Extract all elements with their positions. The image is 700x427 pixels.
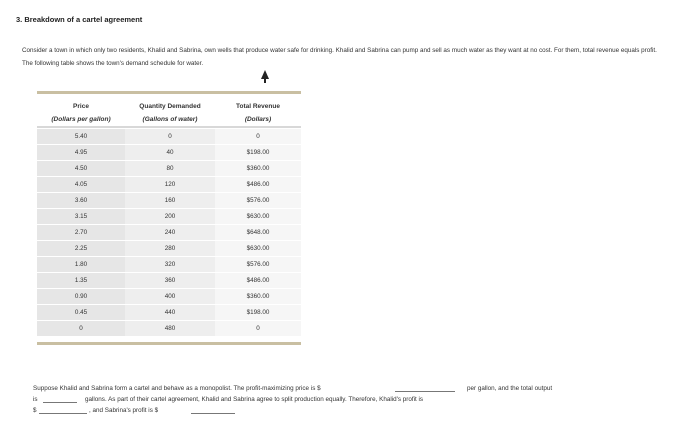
quantity-cell: 280 <box>125 241 215 257</box>
price-cell: 2.70 <box>37 225 125 241</box>
table-row <box>37 129 301 145</box>
quantity-cell: 0 <box>125 129 215 145</box>
price-header: Price <box>73 103 89 110</box>
table-row <box>37 161 301 177</box>
price-cell: 0.45 <box>37 305 125 321</box>
price-cell: 0.90 <box>37 289 125 305</box>
output-answer-blank[interactable] <box>43 394 77 403</box>
revenue-cell: $648.00 <box>215 225 301 241</box>
price-unit-header: (Dollars per gallon) <box>51 116 111 123</box>
quantity-cell: 480 <box>125 321 215 337</box>
quantity-cell: 160 <box>125 193 215 209</box>
question-text-dollar: $ <box>33 407 37 414</box>
table-row <box>37 273 301 289</box>
price-cell: 1.35 <box>37 273 125 289</box>
price-cell: 1.80 <box>37 257 125 273</box>
table-row <box>37 177 301 193</box>
intro-paragraph: Consider a town in which only two residents, Khalid and Sabrina, own wells that produce water safe for drinking. Khalid and Sabrina can pump and sell as much water as they want at no cost. For them, total revenue equals profit. The following table shows the town's demand schedule for water. <box>22 47 657 67</box>
table-row <box>37 209 301 225</box>
quantity-cell: 360 <box>125 273 215 289</box>
price-cell: 0 <box>37 321 125 337</box>
revenue-cell: 0 <box>215 129 301 145</box>
table-top-rule <box>37 91 301 94</box>
price-cell: 2.25 <box>37 241 125 257</box>
table-bottom-rule <box>37 342 301 345</box>
khalid-profit-blank[interactable] <box>39 405 87 414</box>
quantity-cell: 440 <box>125 305 215 321</box>
question-text-sabrina: , and Sabrina's profit is $ <box>89 407 159 414</box>
table-row <box>37 305 301 321</box>
price-cell: 3.15 <box>37 209 125 225</box>
table-row <box>37 241 301 257</box>
quantity-cell: 80 <box>125 161 215 177</box>
revenue-cell: $630.00 <box>215 209 301 225</box>
table-row <box>37 321 301 337</box>
table-row <box>37 193 301 209</box>
revenue-cell: $576.00 <box>215 193 301 209</box>
revenue-cell: $198.00 <box>215 145 301 161</box>
quantity-cell: 40 <box>125 145 215 161</box>
revenue-cell: $360.00 <box>215 289 301 305</box>
question-text-price: Suppose Khalid and Sabrina form a cartel and behave as a monopolist. The profit-maximizing price is $ <box>33 385 321 392</box>
price-cell: 4.50 <box>37 161 125 177</box>
quantity-cell: 200 <box>125 209 215 225</box>
price-answer-blank[interactable] <box>395 383 455 392</box>
question-line-3 <box>33 405 613 416</box>
question-text-split: gallons. As part of their cartel agreement, Khalid and Sabrina agree to split production equally. Therefore, Khalid's profit is <box>85 396 424 403</box>
table-row <box>37 289 301 305</box>
question-text-is: is <box>33 396 38 403</box>
cartel-question <box>33 383 613 416</box>
revenue-cell: $198.00 <box>215 305 301 321</box>
table-row <box>37 225 301 241</box>
quantity-cell: 400 <box>125 289 215 305</box>
table-row <box>37 257 301 273</box>
revenue-cell: $360.00 <box>215 161 301 177</box>
question-text-output: per gallon, and the total output <box>467 385 553 392</box>
revenue-header: Total Revenue <box>236 103 280 110</box>
mouse-cursor-icon <box>261 70 269 79</box>
price-cell: 5.40 <box>37 129 125 145</box>
quantity-header: Quantity Demanded <box>139 103 201 110</box>
quantity-cell: 120 <box>125 177 215 193</box>
revenue-cell: $576.00 <box>215 257 301 273</box>
question-line-1 <box>33 383 613 394</box>
quantity-cell: 240 <box>125 225 215 241</box>
revenue-cell: $486.00 <box>215 177 301 193</box>
question-line-2 <box>33 394 613 405</box>
price-cell: 4.95 <box>37 145 125 161</box>
quantity-unit-header: (Gallons of water) <box>142 116 198 123</box>
price-cell: 3.60 <box>37 193 125 209</box>
revenue-unit-header: (Dollars) <box>244 116 272 123</box>
quantity-cell: 320 <box>125 257 215 273</box>
price-cell: 4.05 <box>37 177 125 193</box>
sabrina-profit-blank[interactable] <box>191 405 235 414</box>
revenue-cell: $486.00 <box>215 273 301 289</box>
revenue-cell: 0 <box>215 321 301 337</box>
demand-schedule-table <box>37 91 301 345</box>
section-heading: 3. Breakdown of a cartel agreement <box>16 15 143 24</box>
revenue-cell: $630.00 <box>215 241 301 257</box>
table-row <box>37 145 301 161</box>
